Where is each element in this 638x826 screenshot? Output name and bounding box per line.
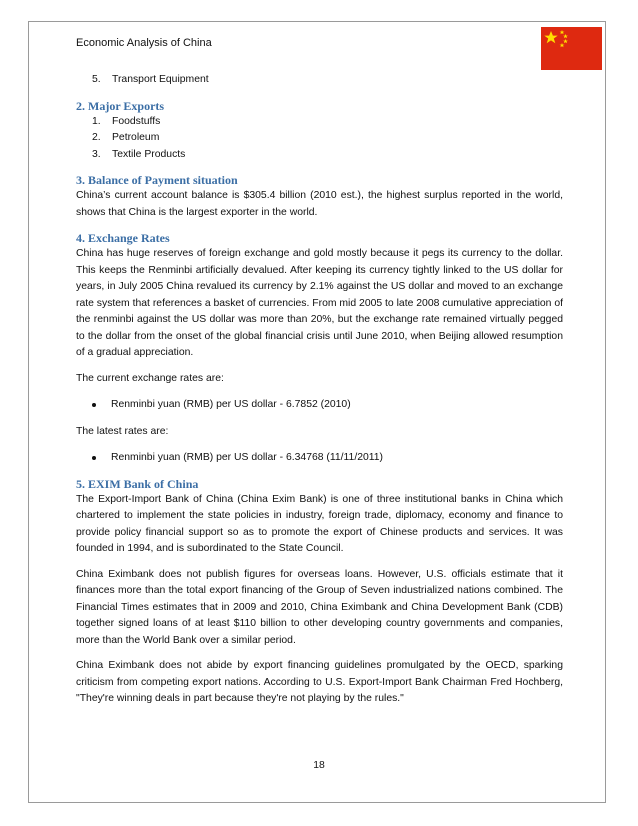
bullet-icon xyxy=(92,456,96,460)
exim-paragraph-1: The Export-Import Bank of China (China Exim Bank) is one of three institutional banks in China which chartered to implement the state policies in industry, foreign trade, diplomacy, economy and finance to provide policy financial support so as to promote the export of Chinese products and services. It was founded in 1994, and is subordinated to the State Council. xyxy=(76,493,563,554)
section-heading-exchange: 4. Exchange Rates xyxy=(76,231,170,245)
exchange-paragraph: China has huge reserves of foreign exchange and gold mostly because it pegs its currency to the dollar. This keeps the Renminbi artificially devalued. After keeping its currency tightly linked to the US dollar for years, in July 2005 China revalued its currency by 2.1% against the US dollar and moved to an exchange rate system that references a basket of currencies. From mid 2005 to late 2008 cumulative appreciation of the renminbi against the US dollar was more than 20%, but the exchange rate remained virtually pegged to the dollar from the onset of the global financial crisis until June 2010, when Beijing allowed resumption of a gradual appreciation. xyxy=(76,248,563,358)
exim-paragraph-2: China Eximbank does not publish figures for overseas loans. However, U.S. officials estimate that it finances more than the total export financing of the Group of Seven industrialized nations combined. The Financial Times estimates that in 2009 and 2010, China Eximbank and China Development Bank (CDB) together signed loans of at least $110 billion to other developing country governments and companies, more than the World Bank over a similar period. xyxy=(76,568,563,646)
section-heading-exim: 5. EXIM Bank of China xyxy=(76,476,199,491)
current-rates-label: The current exchange rates are: xyxy=(76,372,224,384)
list-item: 1. Foodstuffs xyxy=(92,115,161,127)
page-number: 18 xyxy=(313,760,325,771)
latest-rates-label: The latest rates are: xyxy=(76,425,169,437)
document-body xyxy=(76,72,563,708)
latest-rate-item: Renminbi yuan (RMB) per US dollar - 6.34768 (11/11/2011) xyxy=(76,450,563,467)
china-flag-icon xyxy=(541,27,602,70)
list-item: 2. Petroleum xyxy=(92,132,160,143)
exim-paragraph-3: China Eximbank does not abide by export financing guidelines promulgated by the OECD, sparking criticism from competing export nations. According to U.S. Export-Import Bank Chairman Fred Hochberg, "They're winning deals in part because they're not playing by the rules." xyxy=(76,660,563,704)
section-heading-major-exports: 2. Major Exports xyxy=(76,98,165,113)
imports-list-tail xyxy=(76,72,563,89)
balance-paragraph: China’s current account balance is $305.4 billion (2010 est.), the highest surplus reported in the world, shows that China is the largest exporter in the world. xyxy=(76,190,563,218)
bullet-icon xyxy=(92,403,96,407)
section-heading-balance: 3. Balance of Payment situation xyxy=(76,173,238,187)
exports-list xyxy=(76,114,563,164)
list-item: 5. Transport Equipment xyxy=(92,74,209,85)
header-title: Economic Analysis of China xyxy=(76,37,212,49)
list-item: 3. Textile Products xyxy=(92,148,186,160)
current-rate-item: Renminbi yuan (RMB) per US dollar - 6.7852 (2010) xyxy=(76,397,563,414)
